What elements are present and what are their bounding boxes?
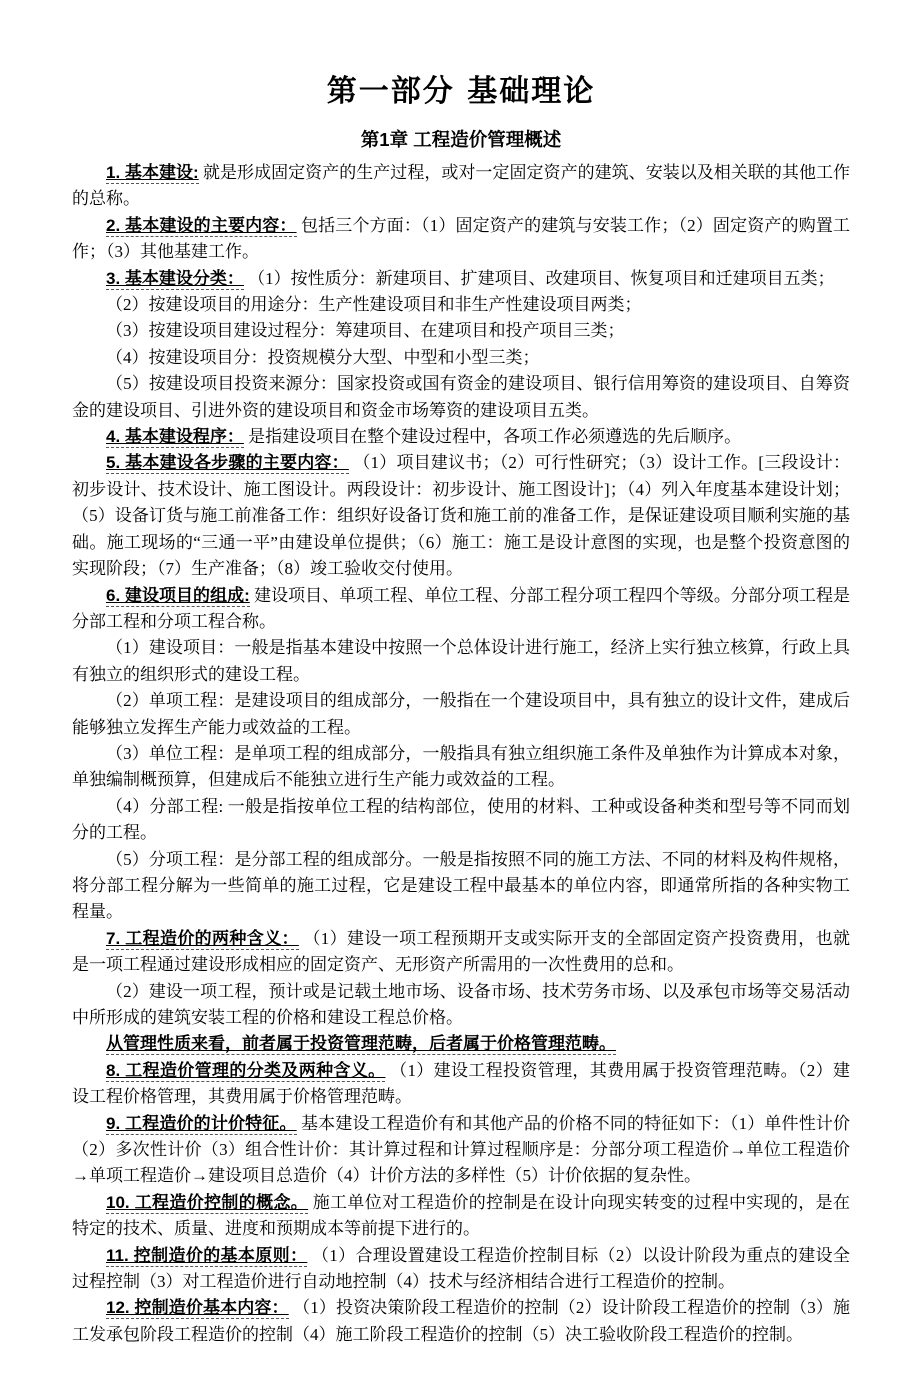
- paragraph: [72, 292, 850, 318]
- paragraph-text: 基本建设工程造价有和其他产品的价格不同的特征如下：（1）单件性计价（2）多次性计价（3）组合性计价：其计算过程和计算过程顺序是：分部分项工程造价→单位工程造价→单项工程造价→建设项目总造价（4）计价方法的多样性（5）计价依据的复杂性。: [72, 1113, 851, 1186]
- numbered-paragraph: [72, 926, 850, 979]
- paragraph-text: （1）合理设置建设工程造价控制目标（2）以设计阶段为重点的建设全过程控制（3）对工程造价进行自动地控制（4）技术与经济相结合进行工程造价的控制。: [72, 1245, 851, 1292]
- paragraph-text: （3）按建设项目建设过程分：筹建项目、在建项目和投产项目三类；: [106, 321, 625, 341]
- numbered-paragraph: [72, 1243, 850, 1296]
- document-title: 第一部分 基础理论: [326, 74, 596, 109]
- emphasis-paragraph: [72, 1031, 850, 1057]
- paragraph-text: 是指建设项目在整个建设过程中，各项工作必须遵选的先后顺序。: [248, 427, 742, 447]
- paragraph: [72, 371, 850, 424]
- paragraph-heading: 3. 基本建设分类：: [106, 268, 244, 288]
- paragraph-text: （2）按建设项目的用途分：生产性建设项目和非生产性建设项目两类；: [106, 295, 642, 315]
- paragraph-heading: 1. 基本建设:: [106, 163, 199, 182]
- paragraph-text: 施工单位对工程造价的控制是在设计向现实转变的过程中实现的，是在特定的技术、质量、进度和预期成本等前提下进行的。: [72, 1192, 850, 1239]
- paragraph: [72, 979, 850, 1032]
- numbered-paragraph: [72, 583, 850, 636]
- document-body: [72, 160, 850, 1348]
- paragraph-heading: 2. 基本建设的主要内容：: [106, 215, 297, 235]
- paragraph-text: （4）分部工程: 一般是指按单位工程的结构部位，使用的材料、工种或设备种类和型号等不同而划分的工程。: [72, 796, 850, 843]
- paragraph-heading: 11. 控制造价的基本原则：: [106, 1245, 308, 1265]
- paragraph: [72, 847, 850, 926]
- paragraph-text: （1）投资决策阶段工程造价的控制（2）设计阶段工程造价的控制（3）施工发承包阶段工程造价的控制（4）施工阶段工程造价的控制（5）决工验收阶段工程造价的控制。: [72, 1298, 851, 1344]
- paragraph: [72, 794, 850, 847]
- numbered-paragraph: [72, 1295, 850, 1348]
- paragraph-heading: 5. 基本建设各步骤的主要内容：: [106, 453, 349, 473]
- paragraph-heading: 4. 基本建设程序：: [106, 427, 244, 447]
- numbered-paragraph: [72, 450, 850, 582]
- numbered-paragraph: [72, 1111, 850, 1190]
- paragraph: [72, 345, 850, 371]
- paragraph-text: （1）建设工程投资管理，其费用属于投资管理范畴。（2）建设工程价格管理，其费用属于价格管理范畴。: [72, 1060, 851, 1107]
- paragraph-text: （3）单位工程：是单项工程的组成部分，一般指具有独立组织施工条件及单独作为计算成本对象，单独编制概预算，但建成后不能独立进行生产能力或效益的工程。: [72, 743, 850, 790]
- paragraph-text: （5）按建设项目投资来源分：国家投资或国有资金的建设项目、银行信用筹资的建设项目、自筹资金的建设项目、引进外资的建设项目和资金市场筹资的建设项目五类。: [72, 374, 850, 420]
- paragraph-text: （2）建设一项工程，预计或是记载土地市场、设备市场、技术劳务市场、以及承包市场等交易活动中所形成的建筑安装工程的价格和建设工程总价格。: [72, 981, 850, 1027]
- paragraph-text: （1）项目建议书；（2）可行性研究；（3）设计工作。[三段设计：初步设计、技术设计、施工图设计。两段设计：初步设计、施工图设计]；（4）列入年度基本建设计划；（5）设备订货与施工前准备工作：组织好设备订货和施工前的准备工作，是保证建设项目顺利实施的基础。施工现场的“三通一平”由建设单位提供；（6）施工：施工是设计意图的实现，也是整个投资意图的实现阶段；（7）生产准备；（8）竣工验收交付使用。: [72, 453, 851, 579]
- paragraph-heading: 7. 工程造价的两种含义：: [106, 928, 299, 948]
- paragraph-text: 从管理性质来看，前者属于投资管理范畴，后者属于价格管理范畴。: [106, 1034, 616, 1054]
- paragraph-text: （1）建设项目：一般是指基本建设中按照一个总体设计进行施工，经济上实行独立核算，行政上具有独立的组织形式的建设工程。: [72, 638, 850, 684]
- paragraph: [72, 635, 850, 688]
- numbered-paragraph: [72, 424, 850, 450]
- paragraph: [72, 741, 850, 794]
- paragraph-text: （5）分项工程：是分部工程的组成部分。一般是指按照不同的施工方法、不同的材料及构件规格，将分部工程分解为一些简单的施工过程，它是建设工程中最基本的单位内容，即通常所指的各种实物工程量。: [72, 849, 850, 922]
- paragraph-text: 就是形成固定资产的生产过程，或对一定固定资产的建筑、安装以及相关联的其他工作的总称。: [72, 163, 851, 209]
- numbered-paragraph: [72, 160, 850, 213]
- paragraph: [72, 688, 850, 741]
- chapter-heading: 第1章 工程造价管理概述: [360, 129, 562, 150]
- paragraph-heading: 8. 工程造价管理的分类及两种含义。: [106, 1060, 386, 1080]
- paragraph-text: 包括三个方面：（1）固定资产的建筑与安装工作；（2）固定资产的购置工作；（3）其他基建工作。: [72, 215, 851, 262]
- paragraph: [72, 318, 850, 344]
- paragraph-text: 建设项目、单项工程、单位工程、分部工程分项工程四个等级。分部分项工程是分部工程和分项工程合称。: [72, 585, 851, 631]
- paragraph-heading: 10. 工程造价控制的概念。: [106, 1192, 309, 1212]
- numbered-paragraph: [72, 266, 850, 292]
- paragraph-heading: 6. 建设项目的组成:: [106, 585, 250, 605]
- paragraph-heading: 12. 控制造价基本内容：: [106, 1298, 289, 1318]
- numbered-paragraph: [72, 1058, 850, 1111]
- numbered-paragraph: [72, 1190, 850, 1243]
- paragraph-heading: 9. 工程造价的计价特征。: [106, 1113, 297, 1133]
- paragraph-text: （1）按性质分：新建项目、扩建项目、改建项目、恢复项目和迁建项目五类；: [248, 268, 835, 288]
- paragraph-text: （4）按建设项目分：投资规模分大型、中型和小型三类；: [106, 347, 540, 367]
- numbered-paragraph: [72, 213, 850, 266]
- paragraph-text: （1）建设一项工程预期开支或实际开支的全部固定资产投资费用，也就是一项工程通过建设形成相应的固定资产、无形资产所需用的一次性费用的总和。: [72, 928, 850, 975]
- paragraph-text: （2）单项工程：是建设项目的组成部分，一般指在一个建设项目中，具有独立的设计文件，建成后能够独立发挥生产能力或效益的工程。: [72, 691, 850, 737]
